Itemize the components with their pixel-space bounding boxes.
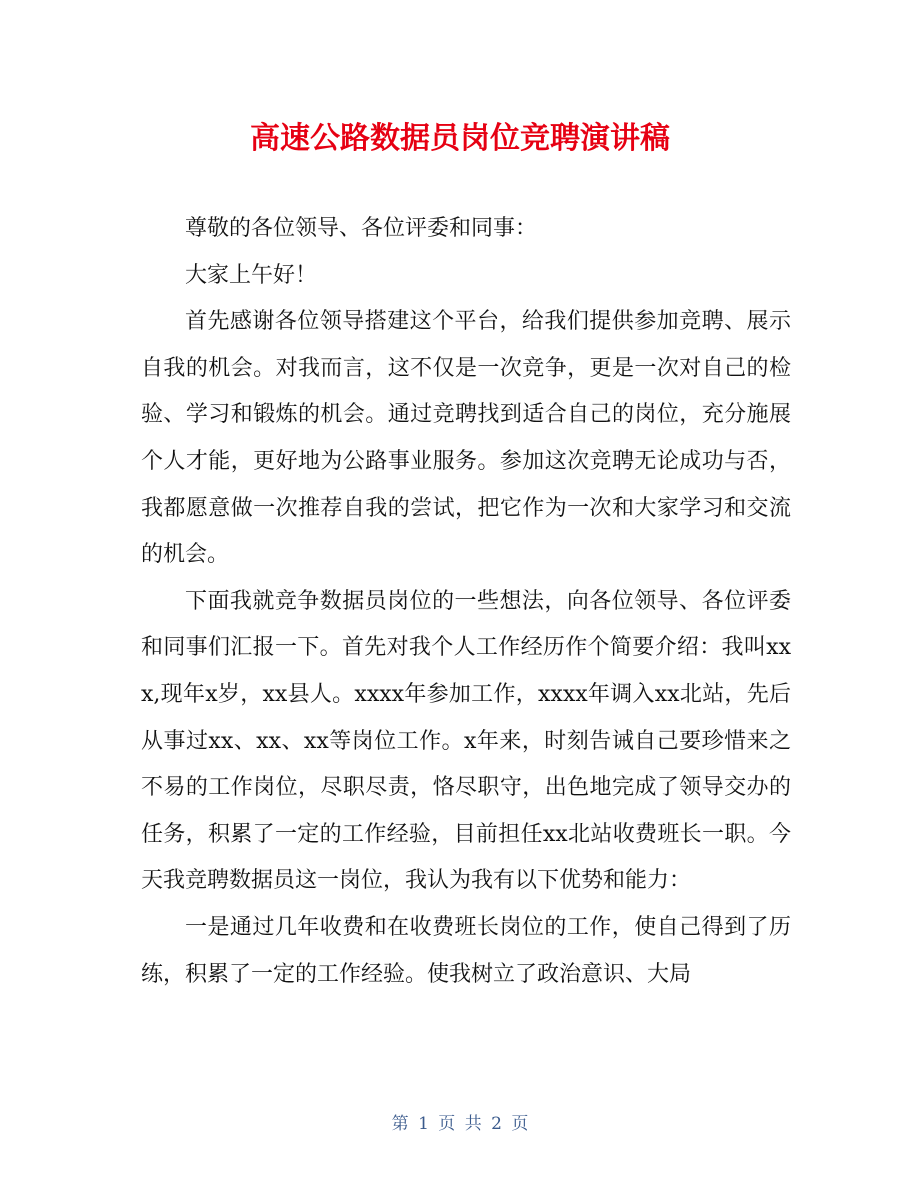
document-body bbox=[141, 206, 791, 998]
background-paragraph: 下面我就竞争数据员岗位的一些想法，向各位领导、各位评委和同事们汇报一下。首先对我个人工作经历作个简要介绍：我叫xxx,现年x岁，xx县人。xxxx年参加工作，xxxx年调入xx北站，先后从事过xx、xx、xx等岗位工作。x年来，时刻告诫自己要珍惜来之不易的工作岗位，尽职尽责，恪尽职守，出色地完成了领导交办的任务，积累了一定的工作经验，目前担任xx北站收费班长一职。今天我竞聘数据员这一岗位，我认为我有以下优势和能力： bbox=[141, 588, 791, 894]
advantage-paragraph: 一是通过几年收费和在收费班长岗位的工作，使自己得到了历练，积累了一定的工作经验。使我树立了政治意识、大局 bbox=[141, 914, 791, 987]
page-number-footer: 第 1 页 共 2 页 bbox=[391, 1114, 529, 1134]
document-title: 高速公路数据员岗位竞聘演讲稿 bbox=[250, 121, 670, 156]
salutation-paragraph: 尊敬的各位领导、各位评委和同事： bbox=[185, 216, 538, 241]
intro-paragraph: 首先感谢各位领导搭建这个平台，给我们提供参加竞聘、展示自我的机会。对我而言，这不仅是一次竞争，更是一次对自己的检验、学习和锻炼的机会。通过竞聘找到适合自己的岗位，充分施展个人才能，更好地为公路事业服务。参加这次竞聘无论成功与否，我都愿意做一次推荐自我的尝试，把它作为一次和大家学习和交流的机会。 bbox=[141, 309, 791, 568]
greeting-paragraph: 大家上午好！ bbox=[185, 262, 318, 288]
